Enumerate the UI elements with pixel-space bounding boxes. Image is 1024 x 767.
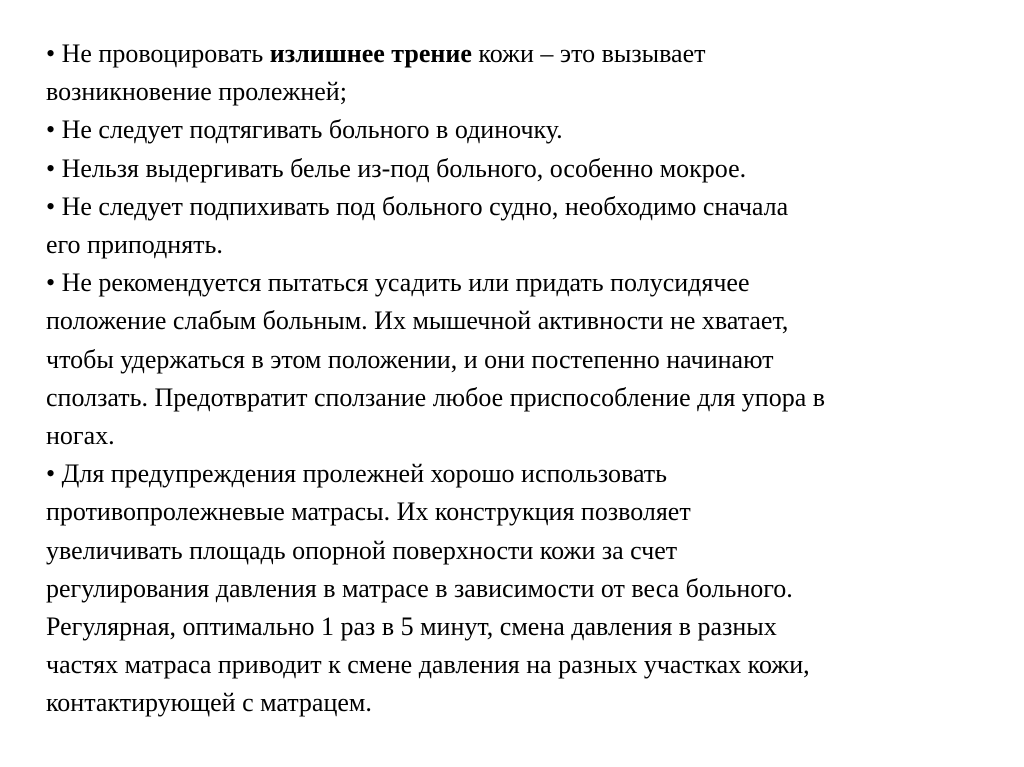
text-segment: увеличивать площадь опорной поверхности кожи за счет xyxy=(46,535,678,565)
text-line xyxy=(46,684,996,722)
text-line xyxy=(46,302,996,340)
text-line xyxy=(46,455,996,493)
bullet-item xyxy=(46,455,996,722)
text-segment: ногах. xyxy=(46,421,115,451)
text-line xyxy=(46,150,996,188)
text-line xyxy=(46,417,996,455)
text-segment: сползать. Предотвратит сползание любое приспособление для упора в xyxy=(46,382,826,412)
text-segment: • Для предупреждения пролежней хорошо использовать xyxy=(46,459,668,489)
bold-emphasis-text: излишнее трение xyxy=(269,39,472,68)
text-line xyxy=(46,226,996,264)
text-line xyxy=(46,111,996,149)
text-segment: кожи – это вызывает xyxy=(471,39,706,68)
text-segment: контактирующей с матрацем. xyxy=(46,688,372,718)
text-segment: • Не провоцировать xyxy=(46,39,270,68)
text-line xyxy=(46,570,996,608)
text-line xyxy=(46,264,996,302)
text-segment: противопролежневые матрасы. Их конструкция позволяет xyxy=(46,497,691,527)
text-line xyxy=(46,493,996,531)
text-line xyxy=(46,646,996,684)
text-segment: возникновение пролежней; xyxy=(46,77,347,107)
bullet-item xyxy=(46,264,996,455)
text-segment: чтобы удержаться в этом положении, и они постепенно начинают xyxy=(46,344,774,374)
text-segment: регулирования давления в матрасе в зависимости от веса больного. xyxy=(46,573,793,603)
slide-text-body xyxy=(46,35,996,723)
text-segment: его приподнять. xyxy=(46,230,223,260)
bullet-item xyxy=(46,188,996,264)
bullet-item xyxy=(46,150,996,188)
bullet-item xyxy=(46,35,996,111)
text-segment: • Не следует подпихивать под больного судно, необходимо сначала xyxy=(46,191,789,221)
text-line xyxy=(46,188,996,226)
text-segment: • Нельзя выдергивать белье из-под больного, особенно мокрое. xyxy=(46,153,747,183)
text-segment: положение слабым больным. Их мышечной активности не хватает, xyxy=(46,306,789,336)
text-line xyxy=(46,73,996,111)
text-segment: • Не следует подтягивать больного в одиночку. xyxy=(46,115,563,145)
text-segment: Регулярная, оптимально 1 раз в 5 минут, смена давления в разных xyxy=(46,612,777,642)
bullet-item xyxy=(46,111,996,149)
text-line xyxy=(46,532,996,570)
text-line xyxy=(46,341,996,379)
text-segment: частях матраса приводит к смене давления на разных участках кожи, xyxy=(46,650,810,680)
text-line xyxy=(46,35,996,73)
text-line xyxy=(46,608,996,646)
text-line xyxy=(46,379,996,417)
text-segment: • Не рекомендуется пытаться усадить или придать полусидячее xyxy=(46,268,750,298)
